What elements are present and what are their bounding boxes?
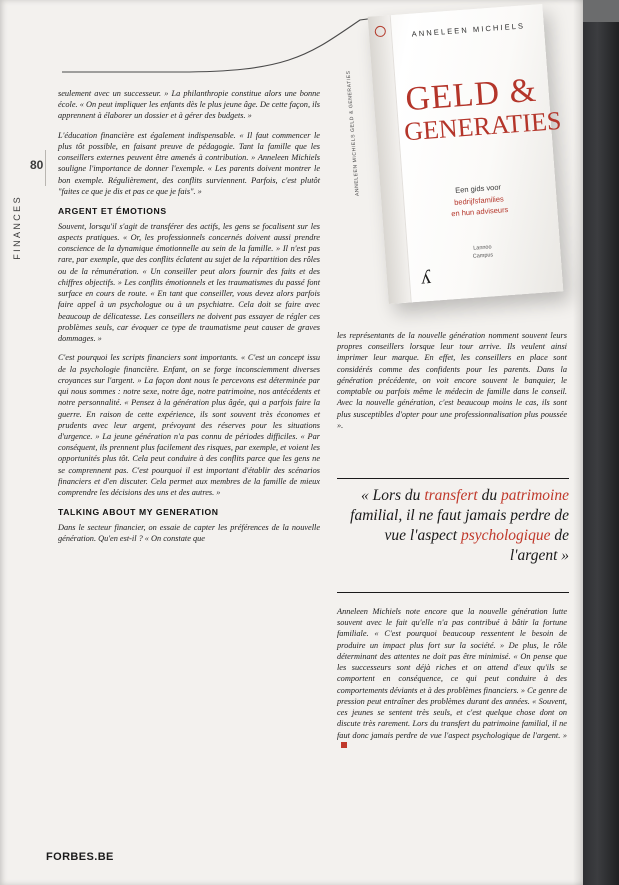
pullquote-text: « Lors du <box>361 487 425 504</box>
book-author: ANNELEEN MICHIELS <box>411 21 526 39</box>
pullquote-highlight: patrimoine <box>500 487 569 504</box>
circle-icon <box>374 26 386 38</box>
paragraph: les représentants de la nouvelle génération nomment souvent leurs propres conseillers lorsque leur tour arrive. Ils veulent ainsi imprimer leur marque. En effet, les conseillers en place sont considérés comme des confidents pour les parents. Dans la génération précédente, on voit encore souvent le banquier, le comptable ou parfois même le médecin de famille dans le conseil. Avec la nouvelle génération, c'est beaucoup moins le cas, ils sont plus susceptibles d'opter pour une professionnalisation plus poussée ». <box>337 331 567 430</box>
paragraph <box>337 606 567 752</box>
pullquote-text: de l'argent » <box>509 527 569 565</box>
folio-rule <box>45 150 46 186</box>
pullquote-text: familial, il ne faut jamais perdre de vue l'aspect <box>350 507 569 545</box>
paragraph: C'est pourquoi les scripts financiers sont importants. « C'est un concept issu de la psychologie financière. Enfant, on se forge inconsciemment diverses croyances sur l'argent. » La façon dont nous le percevons est déterminée par qui nous sommes : notre sexe, notre âge, notre patrimoine, nos antécédents et notre personnalité. « Pensez à la génération plus âgée, qui a parfois faire la guerre. En raison de cette expérience, ils sont souvent très économes et prudents avec leur argent, prévoyant des réserves pour les situations d'urgence. » La jeune génération n'a pas connu de périodes difficiles. « Par conséquent, ils prennent plus facilement des risques, par exemple, et voient les opportunités plus tôt. Cela peut conduire à des conflits parce que les gens ne se comprennent pas. C'est pourquoi il est important d'établir des scénarios financiers et d'en discuter. Cela permet aux membres de la famille de mieux comprendre les décisions des uns et des autres. » <box>58 353 320 498</box>
paragraph: Souvent, lorsqu'il s'agit de transférer des actifs, les gens se focalisent sur les aspects pratiques. « Or, les professionnels concernés doivent aussi prendre conscience de la dynamique émotionnelle au sein de la famille. » Il n'est pas rare, par exemple, que des conflits éclatent au sujet de la répartition des rôles ou de la rémunération. « Un conseiller peut alors fournir des faits et des chiffres objectifs. » Les conflits émotionnels et les traumatismes du passé font surface en cours de route. « En tant que conseiller, vous devez alors parfois faire appel à un psychologue ou à un psychiatre. Cela doit se faire avec beaucoup de délicatesse. Les conseillers ne doivent pas essayer de régler ces problèmes seuls, car évoquer ce type de traumatisme peut causer de graves dommages. » <box>58 221 320 344</box>
book-cover <box>345 4 564 304</box>
decorative-curve <box>60 14 390 74</box>
body-left-column <box>58 88 320 544</box>
paragraph: Dans le secteur financier, on essaie de capter les préférences de la nouvelle génération. Qu'en est-il ? « On constate que <box>58 523 320 544</box>
pullquote-text: du <box>477 487 501 504</box>
page-gutter-top <box>583 0 619 22</box>
book-spine-text: ANNELEEN MICHIELS GELD & GENERATIES <box>345 70 361 197</box>
pullquote-rule-bottom <box>337 592 569 593</box>
section-label: FINANCES <box>12 195 22 260</box>
pullquote <box>337 486 569 567</box>
book-spine <box>345 15 412 304</box>
book-title <box>401 71 563 147</box>
pullquote-highlight: psychologique <box>460 527 551 545</box>
book-title-line2: GENERATIES <box>403 106 563 147</box>
footer-site: FORBES.BE <box>46 851 114 863</box>
page-gutter <box>583 0 619 885</box>
section-heading: TALKING ABOUT MY GENERATION <box>58 507 219 518</box>
book-subtitle-line3: en hun adviseurs <box>450 205 509 219</box>
section-heading: ARGENT ET ÉMOTIONS <box>58 206 167 217</box>
body-right-column-bottom <box>337 606 567 752</box>
paragraph: seulement avec un successeur. » La philanthropie constitue alors une bonne école. « On peut impliquer les enfants dès le plus jeune âge. De cette façon, ils apprennent à élaborer un dossier et à gérer des budgets. » <box>58 89 320 121</box>
publisher-logo-icon: ʎ <box>420 265 432 289</box>
book-title-line1: GELD & <box>404 71 539 119</box>
book-publisher <box>415 240 551 265</box>
paragraph: L'éducation financière est également indispensable. « Il faut commencer le plus tôt possible, en faisant preuve de pédagogie. Tant la famille que les conseillers externes peuvent être amenés à contribution. » Anneleen Michiels souligne l'importance de donner l'exemple. « Les parents doivent montrer le bon exemple. Régulièrement, des conflits surviennent. Parfois, c'est plutôt "faites ce que je dis et pas ce que je fais". » <box>58 130 320 196</box>
book-subtitle-line2: bedrijfsfamilies <box>453 193 504 207</box>
paragraph-text: Anneleen Michiels note encore que la nouvelle génération lutte souvent avec le fait qu'elle n'a pas contribué à bâtir la fortune familiale. « C'est pourquoi beaucoup ressentent le besoin de produire un impact plus fort sur la société. » De plus, le rôle déterminant des attentes ne doit pas être minimisé. « On pense que les successeurs sont déjà riches et on attend d'eux qu'ils se comportent en conséquence, ce qui peut conduire à des comportements déviants et à des problèmes financiers. » Ce genre de pression peut entraîner des problèmes durant des années. « Souvent, ces jeunes se sentent très seuls, et c'est quelque chose dont on discute très rarement. Lors du transfert du patrimoine familial, il ne faut donc jamais perdre de vue l'aspect psychologique de l'argent. » <box>337 607 567 740</box>
book-subtitle-line1: Een gids voor <box>454 182 502 195</box>
end-mark-icon <box>341 742 347 748</box>
book-publisher-line1: Lannoo <box>473 244 492 252</box>
book-cover-image <box>345 6 573 306</box>
pullquote-highlight: transfert <box>424 487 478 504</box>
book-publisher-line2: Campus <box>472 251 494 260</box>
body-right-column-top <box>337 330 567 431</box>
pullquote-rule-top <box>337 478 569 479</box>
page-number: 80 <box>30 158 44 172</box>
